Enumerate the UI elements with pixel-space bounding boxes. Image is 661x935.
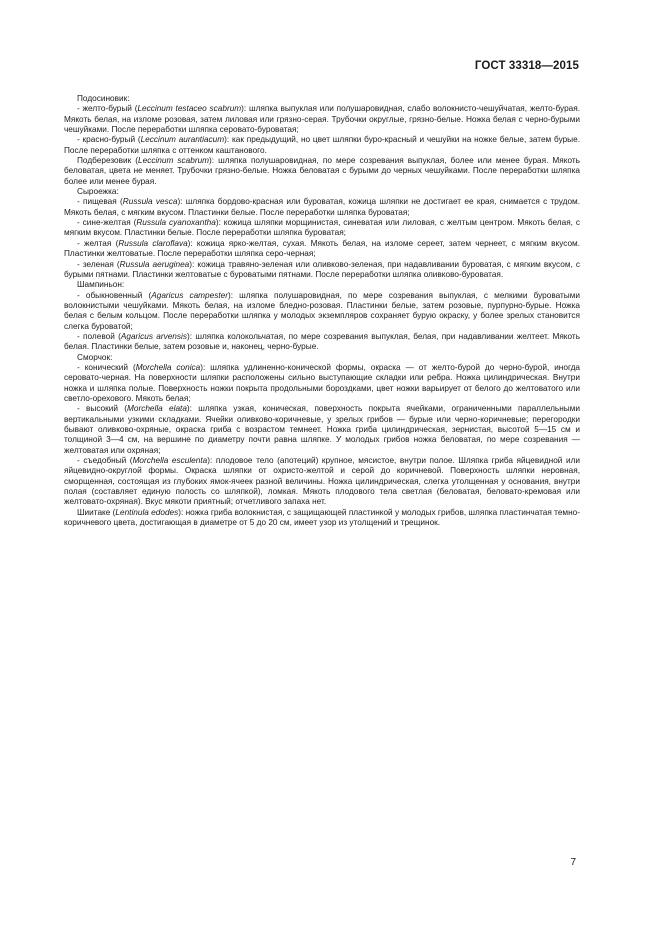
paragraph-text: ): шляпка узкая, коническая, поверхность покрыта ячейками, ограниченными параллельными вертикальными узкими складками. Ячейки оливково-коричневые, у зрелых грибов — бурые или черно-коричневые; перегородки бывают оливково-охряные, окраска гриба с возрастом темнеет. Ножка гриба цилиндрическая, зернистая, высотой 5—15 см и толщиной 3—4 см, на вершине по диаметру почти равна шляпке. У молодых грибов ножка беловатая, по мере созревания — желтоватая или охряная; (64, 404, 580, 455)
latin-species-name: Lentinula edodes (115, 507, 179, 517)
paragraph-p15 (64, 404, 580, 456)
paragraph-text: - высокий ( (77, 404, 127, 414)
paragraph-text: Подберезовик ( (77, 156, 139, 166)
paragraph-p10 (64, 280, 580, 290)
latin-species-name: Russula aeruginea (119, 259, 190, 269)
paragraph-text: - конический ( (77, 362, 136, 372)
paragraph-p08 (64, 239, 580, 260)
paragraph-p04 (64, 156, 580, 187)
paragraph-text: Шиитаке ( (77, 507, 116, 517)
paragraph-text: Сморчок: (77, 352, 113, 362)
paragraph-p01 (64, 94, 580, 104)
latin-species-name: Russula vesca (122, 197, 178, 207)
paragraph-p06 (64, 197, 580, 218)
paragraph-text: - красно-бурый ( (77, 135, 141, 145)
latin-species-name: Agaricus arvensis (120, 331, 187, 341)
document-body (64, 94, 580, 528)
paragraph-text: ): шляпка удлиненно-конической формы, окраска — от желто-бурой до черно-бурой, иногда серовато-черная. На поверхности шляпки расположены сильно выступающие складки или ребра. Ножка цилиндрическая. Внутри ножка и шляпка полые. Поверхность ножки покрыта продольными бороздками, цвет ножки варьирует от белого до желтоватого или светло-орехового. Мякоть белая; (64, 362, 580, 403)
paragraph-p07 (64, 218, 580, 239)
paragraph-text: ): шляпка бордово-красная или буроватая, кожица шляпки не достигает ее края, снимается с трудом. Мякоть белая, с мягким вкусом. Пластинки белые. После переработки шляпка буроватая; (64, 197, 580, 217)
paragraph-p17 (64, 508, 580, 529)
paragraph-p16 (64, 456, 580, 508)
paragraph-text: ): плодовое тело (апотеций) крупное, мясистое, внутри полое. Шляпка гриба яйцевидной или яйцевидно-округлой формы. Окраска шляпки от охристо-желтой и серой до коричневой. Поверхность шляпки неровная, сморщенная, состоящая из глубоких ямок-ячеек разной величины. Ножка цилиндрическая, слегка утолщенная у основания, внутри полая (составляет единую полость со шляпкой), ломкая. Мякоть плодового тела светлая (беловатая, беловато-кремовая или желтовато-охряная). Вкус мякоти приятный; отчетливого запаха нет. (64, 456, 581, 507)
paragraph-text: - сине-желтая ( (77, 218, 137, 228)
paragraph-text: ): ножка гриба волокнистая, с защищающей пластинкой у молодых грибов, шляпка пластинчатая темно-коричневого цвета, достигающая в диаметре от 5 до 20 см, имеет узор из утолщений и трещинок. (64, 507, 580, 528)
paragraph-p09 (64, 260, 580, 281)
paragraph-text: ): как предыдущий, но цвет шляпки буро-красный и чешуйки на ножке белые, затем бурые. После переработки шляпка с оттенком каштанового. (64, 135, 580, 155)
paragraph-text: ): кожица шляпки морщинистая, синеватая или лиловая, с желтым центром. Мякоть белая, с мягким вкусом. Пластинки белые. После переработки шляпка буроватая; (64, 218, 580, 238)
paragraph-text: ): шляпка полушаровидная, по мере созревания выпуклая, с мелкими буроватыми волокнистыми чешуйками. Мякоть белая, на изломе бледно-розовая. Пластинки белые, затем розовые, пурпурно-бурые. Ножка белая с белым кольцом. После переработки шляпка у молодых экземпляров сохраняет бурую окраску, у более зрелых становится слегка буроватой; (64, 290, 581, 331)
paragraph-text: - съедобный ( (77, 456, 133, 466)
paragraph-p05 (64, 187, 580, 197)
paragraph-text: ): шляпка полушаровидная, по мере созревания выпуклая, более или менее бурая. Мякоть беловатая, цвета не меняет. Трубочки грязно-белые. Ножка беловатая с бурыми до черных чешуйками. После переработки шляпка более или менее бурая. (64, 156, 580, 186)
latin-species-name: Russula claroflava (118, 238, 188, 248)
latin-species-name: Morchella esculenta (132, 456, 208, 466)
paragraph-text: ): шляпка колокольчатая, по мере созревания выпуклая, белая, при надавливании желтеет. Мякоть белая. Пластинки белые, затем розовые и, наконец, черно-бурые. (64, 331, 580, 352)
paragraph-text: Сыроежка: (77, 187, 119, 197)
paragraph-p11 (64, 291, 580, 332)
paragraph-p02 (64, 104, 580, 135)
paragraph-p14 (64, 363, 580, 404)
paragraph-p13 (64, 353, 580, 363)
paragraph-p03 (64, 135, 580, 156)
latin-species-name: Agaricus campester (151, 290, 228, 300)
latin-species-name: Morchella conica (135, 362, 201, 372)
latin-species-name: Morchella elata (126, 404, 187, 414)
paragraph-text: ): шляпка выпуклая или полушаровидная, слабо волокнисто-чешуйчатая, желто-бурая. Мякоть белая, на изломе розовая, затем лиловая или грязно-серая. Трубочки округлые, грязно-белые. Ножка белая с черно-бурыми чешуйками. После переработки шляпка серовато-буроватая; (64, 104, 581, 135)
paragraph-text: - зеленая ( (77, 259, 120, 269)
paragraph-text: - обыкновенный ( (77, 290, 152, 300)
latin-species-name: Russula cyanoxantha (136, 218, 216, 228)
paragraph-text: Подосиновик: (77, 94, 130, 103)
page-number: 7 (570, 857, 576, 868)
paragraph-text: - пищевая ( (77, 197, 123, 207)
latin-species-name: Leccinum scabrum (138, 156, 210, 166)
paragraph-text: Шампиньон: (77, 280, 125, 290)
latin-species-name: Leccinum testaceo scabrum (137, 104, 242, 114)
standard-number-header: ГОСТ 33318—2015 (474, 60, 579, 72)
paragraph-text: - полевой ( (77, 331, 121, 341)
paragraph-text: ): кожица травяно-зеленая или оливково-зеленая, при надавливании буроватая, с мягким вкусом, с бурыми пятнами. Пластинки желтоватые с буроватыми пятнами. После переработки шляпка оливково-буроватая. (64, 259, 581, 279)
paragraph-p12 (64, 332, 580, 353)
paragraph-text: ): кожица ярко-желтая, сухая. Мякоть белая, на изломе сереет, затем чернеет, с мягким вкусом. Пластинки желтоватые. После переработки шляпка серо-черная; (64, 238, 581, 259)
paragraph-text: - желто-бурый ( (77, 104, 138, 114)
paragraph-text: - желтая ( (77, 238, 119, 248)
latin-species-name: Leccinum aurantiacum (140, 135, 225, 145)
